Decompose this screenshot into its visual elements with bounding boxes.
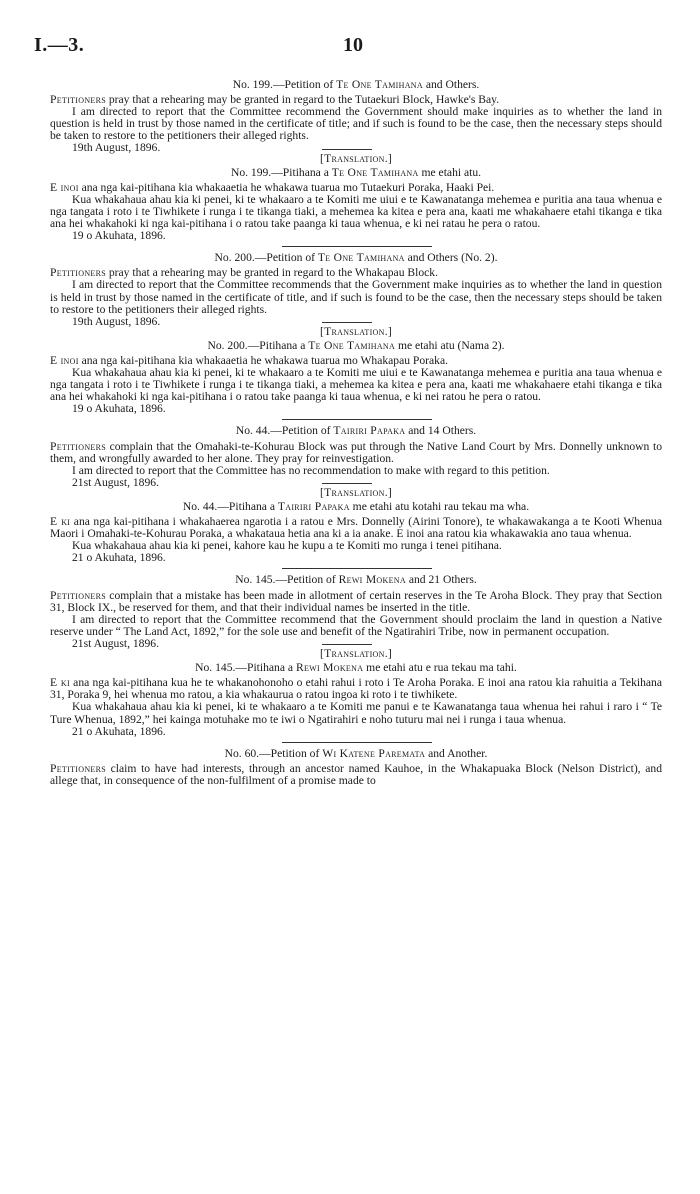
report-date: 19th August, 1896. — [72, 141, 161, 155]
committee-report: I am directed to report that the Committee recommend that the Government should proclaim the land in question a Native reserve under “ The Land Act, 1892,” for the sole use and benefit of the Ngatirahiri Tribe, now in permanent occupation. — [50, 612, 662, 638]
report-date: 19 o Akuhata, 1896. — [72, 402, 166, 416]
committee-report: Kua whakahaua ahau kia ki penei, kahore kau he kupu a te Komiti mo runga i tenei pitihana. — [72, 539, 502, 553]
committee-report: I am directed to report that the Committee recommend the Government should make inquiries as to whether the land in question is held in trust by those named in the certificate of title; and if such is found to be the case, then the necessary steps should be taken to restore to the petitioners their alleged rights. — [50, 105, 662, 143]
report-date: 21st August, 1896. — [72, 475, 159, 489]
section-heading: No. 60.—Petition of Wi Katene Paremata and Another. — [224, 746, 488, 760]
section-heading: No. 44.—Petition of Tairiri Papaka and 14 Others. — [235, 424, 477, 438]
divider — [322, 149, 372, 150]
translation-label: [Translation.] — [319, 485, 393, 499]
petition-summary: E ki ana nga kai-pitihana kua he te whakanohonoho o etahi rahui i roto i Te Aroha Poraka. E inoi ana ratou kia rahuitia a Tekihana 31, Poraka 9, hei whenua mo ratou, a kia whakaurua o ratou ingoa ki roto i te tiwhikete. — [50, 676, 662, 702]
petition-199 — [50, 78, 662, 155]
petition-summary: E inoi ana nga kai-pitihana kia whakaaetia he whakawa tuarua mo Tutaekuri Poraka, Haaki Pei. — [50, 180, 495, 194]
section-heading: No. 44.—Pitihana a Tairiri Papaka me etahi atu kotahi rau tekau ma wha. — [182, 500, 530, 513]
divider — [322, 322, 372, 323]
report-date: 21 o Akuhata, 1896. — [72, 724, 166, 738]
petition-summary: E inoi ana nga kai-pitihana kia whakaaetia he whakawa tuarua mo Whakapau Poraka. — [50, 353, 449, 367]
divider — [322, 483, 372, 484]
committee-report: I am directed to report that the Committee recommends that the Government make inquiries as to whether the land in question is held in trust by those named in the certificate of title, and if such is found to be the case, then the necessary steps should be taken to restore to the petitioners their alleged rights. — [50, 278, 662, 316]
divider — [322, 644, 372, 645]
divider — [282, 742, 432, 743]
petition-summary: Petitioners complain that a mistake has been made in allotment of certain reserves in the Te Aroha Block. They pray that Section 31, Block IX., be reserved for them, and that their individual names be inserted in the title. — [50, 588, 662, 614]
document-body — [50, 74, 662, 787]
petition-200 — [50, 251, 662, 328]
translation-label: [Translation.] — [319, 324, 393, 338]
petition-44-translation — [50, 487, 662, 570]
report-date: 21st August, 1896. — [72, 636, 159, 650]
section-heading: No. 145.—Pitihana a Rewi Mokena me etahi atu e rua tekau ma tahi. — [195, 661, 517, 675]
petition-60 — [50, 748, 662, 787]
section-heading: No. 145.—Petition of Rewi Mokena and 21 Others. — [235, 573, 477, 587]
petition-44 — [50, 424, 662, 489]
section-heading: No. 200.—Petition of Te One Tamihana and Others (No. 2). — [214, 251, 498, 265]
report-date: 19 o Akuhata, 1896. — [72, 229, 166, 243]
committee-report: Kua whakahaua ahau kia ki penei, ki te whakaaro a te Komiti me panui e te Kawanatanga taua whenua hei rahui i raro i “ Te Ture Whenua, 1892,” hei kainga motuhake mo te iwi o Ngatirahiri e noho tuturu mai nei i runga i taua whenua. — [50, 700, 662, 726]
committee-report: I am directed to report that the Committee has no recommendation to make with regard to this petition. — [72, 463, 550, 477]
petition-145-translation — [50, 648, 662, 743]
divider — [282, 568, 432, 569]
petition-summary: Petitioners claim to have had interests, through an ancestor named Kauhoe, in the Whakapuaka Block (Nelson District), and allege that, in consequence of the non-fulfilment of a promise made to — [50, 761, 662, 787]
committee-report: Kua whakahaua ahau kia ki penei, ki te whakaaro a te Komiti me uiui e te Kawanatanga mehemea e puritia ana taua whenua e nga tangata i roto i te Tiwhikete i runga i te tikanga tiaki, a mehemea ka kitea e pera ana, kaati me whakahaere etahi tikanga e tika ana hei whakahoki ki nga kai-pitihana i o ratou take paanga ki taua whenua, e ki nei ratau he pera o ratou. — [50, 192, 662, 231]
petition-summary: Petitioners complain that the Omahaki-te-Kohurau Block was put through the Native Land Court by Mrs. Donnelly unknown to them, and wrongfully awarded to her alone. They pray for reinvestigation. — [50, 439, 662, 465]
page-number: 10 — [343, 34, 363, 56]
divider — [282, 419, 432, 420]
section-heading: No. 200.—Pitihana a Te One Tamihana me etahi atu (Nama 2). — [207, 338, 505, 352]
divider — [282, 246, 432, 247]
series-number: I.—3. — [34, 34, 85, 56]
petition-summary: Petitioners pray that a rehearing may be granted in regard to the Tutaekuri Block, Hawke's Bay. — [50, 93, 500, 107]
petition-summary: E ki ana nga kai-pitihana i whakahaerea ngarotia i a ratou e Mrs. Donnelly (Airini Tonore), te whakawakanga a te Kooti Whenua Maori i Omahaki-te-Kohurau Poraka, a whakataua hetia ana ki a ia anake. E inoi ana ratou kia whakawakia ano taua whenua. — [50, 515, 662, 541]
petition-199-translation — [50, 153, 662, 248]
report-date: 21 o Akuhata, 1896. — [72, 551, 166, 565]
committee-report: Kua whakahaua ahau kia ki penei, ki te whakaaro a te Komiti me uiui e te Kawanatanga mehemea e puritia ana taua whenua e nga tangata i roto i te Tiwhikete i runga i te tikanga tiaki, a mehemea ka kitea e pera ana, kaati me whakahaere etahi tikanga e tika ana hei whakahoki ki nga kai-pitihana i o ratou take paanga ki taua whenua, e ki nei ratou he pera o ratou. — [50, 366, 662, 404]
translation-label: [Translation.] — [319, 647, 393, 661]
section-heading: No. 199.—Pitihana a Te One Tamihana me etahi atu. — [230, 165, 482, 179]
petition-145 — [50, 573, 662, 650]
petition-200-translation — [50, 326, 662, 421]
section-heading: No. 199.—Petition of Te One Tamihana and Others. — [232, 78, 480, 91]
translation-label: [Translation.] — [319, 151, 393, 165]
petition-summary: Petitioners pray that a rehearing may be granted in regard to the Whakapau Block. — [50, 266, 438, 280]
report-date: 19th August, 1896. — [72, 314, 161, 328]
